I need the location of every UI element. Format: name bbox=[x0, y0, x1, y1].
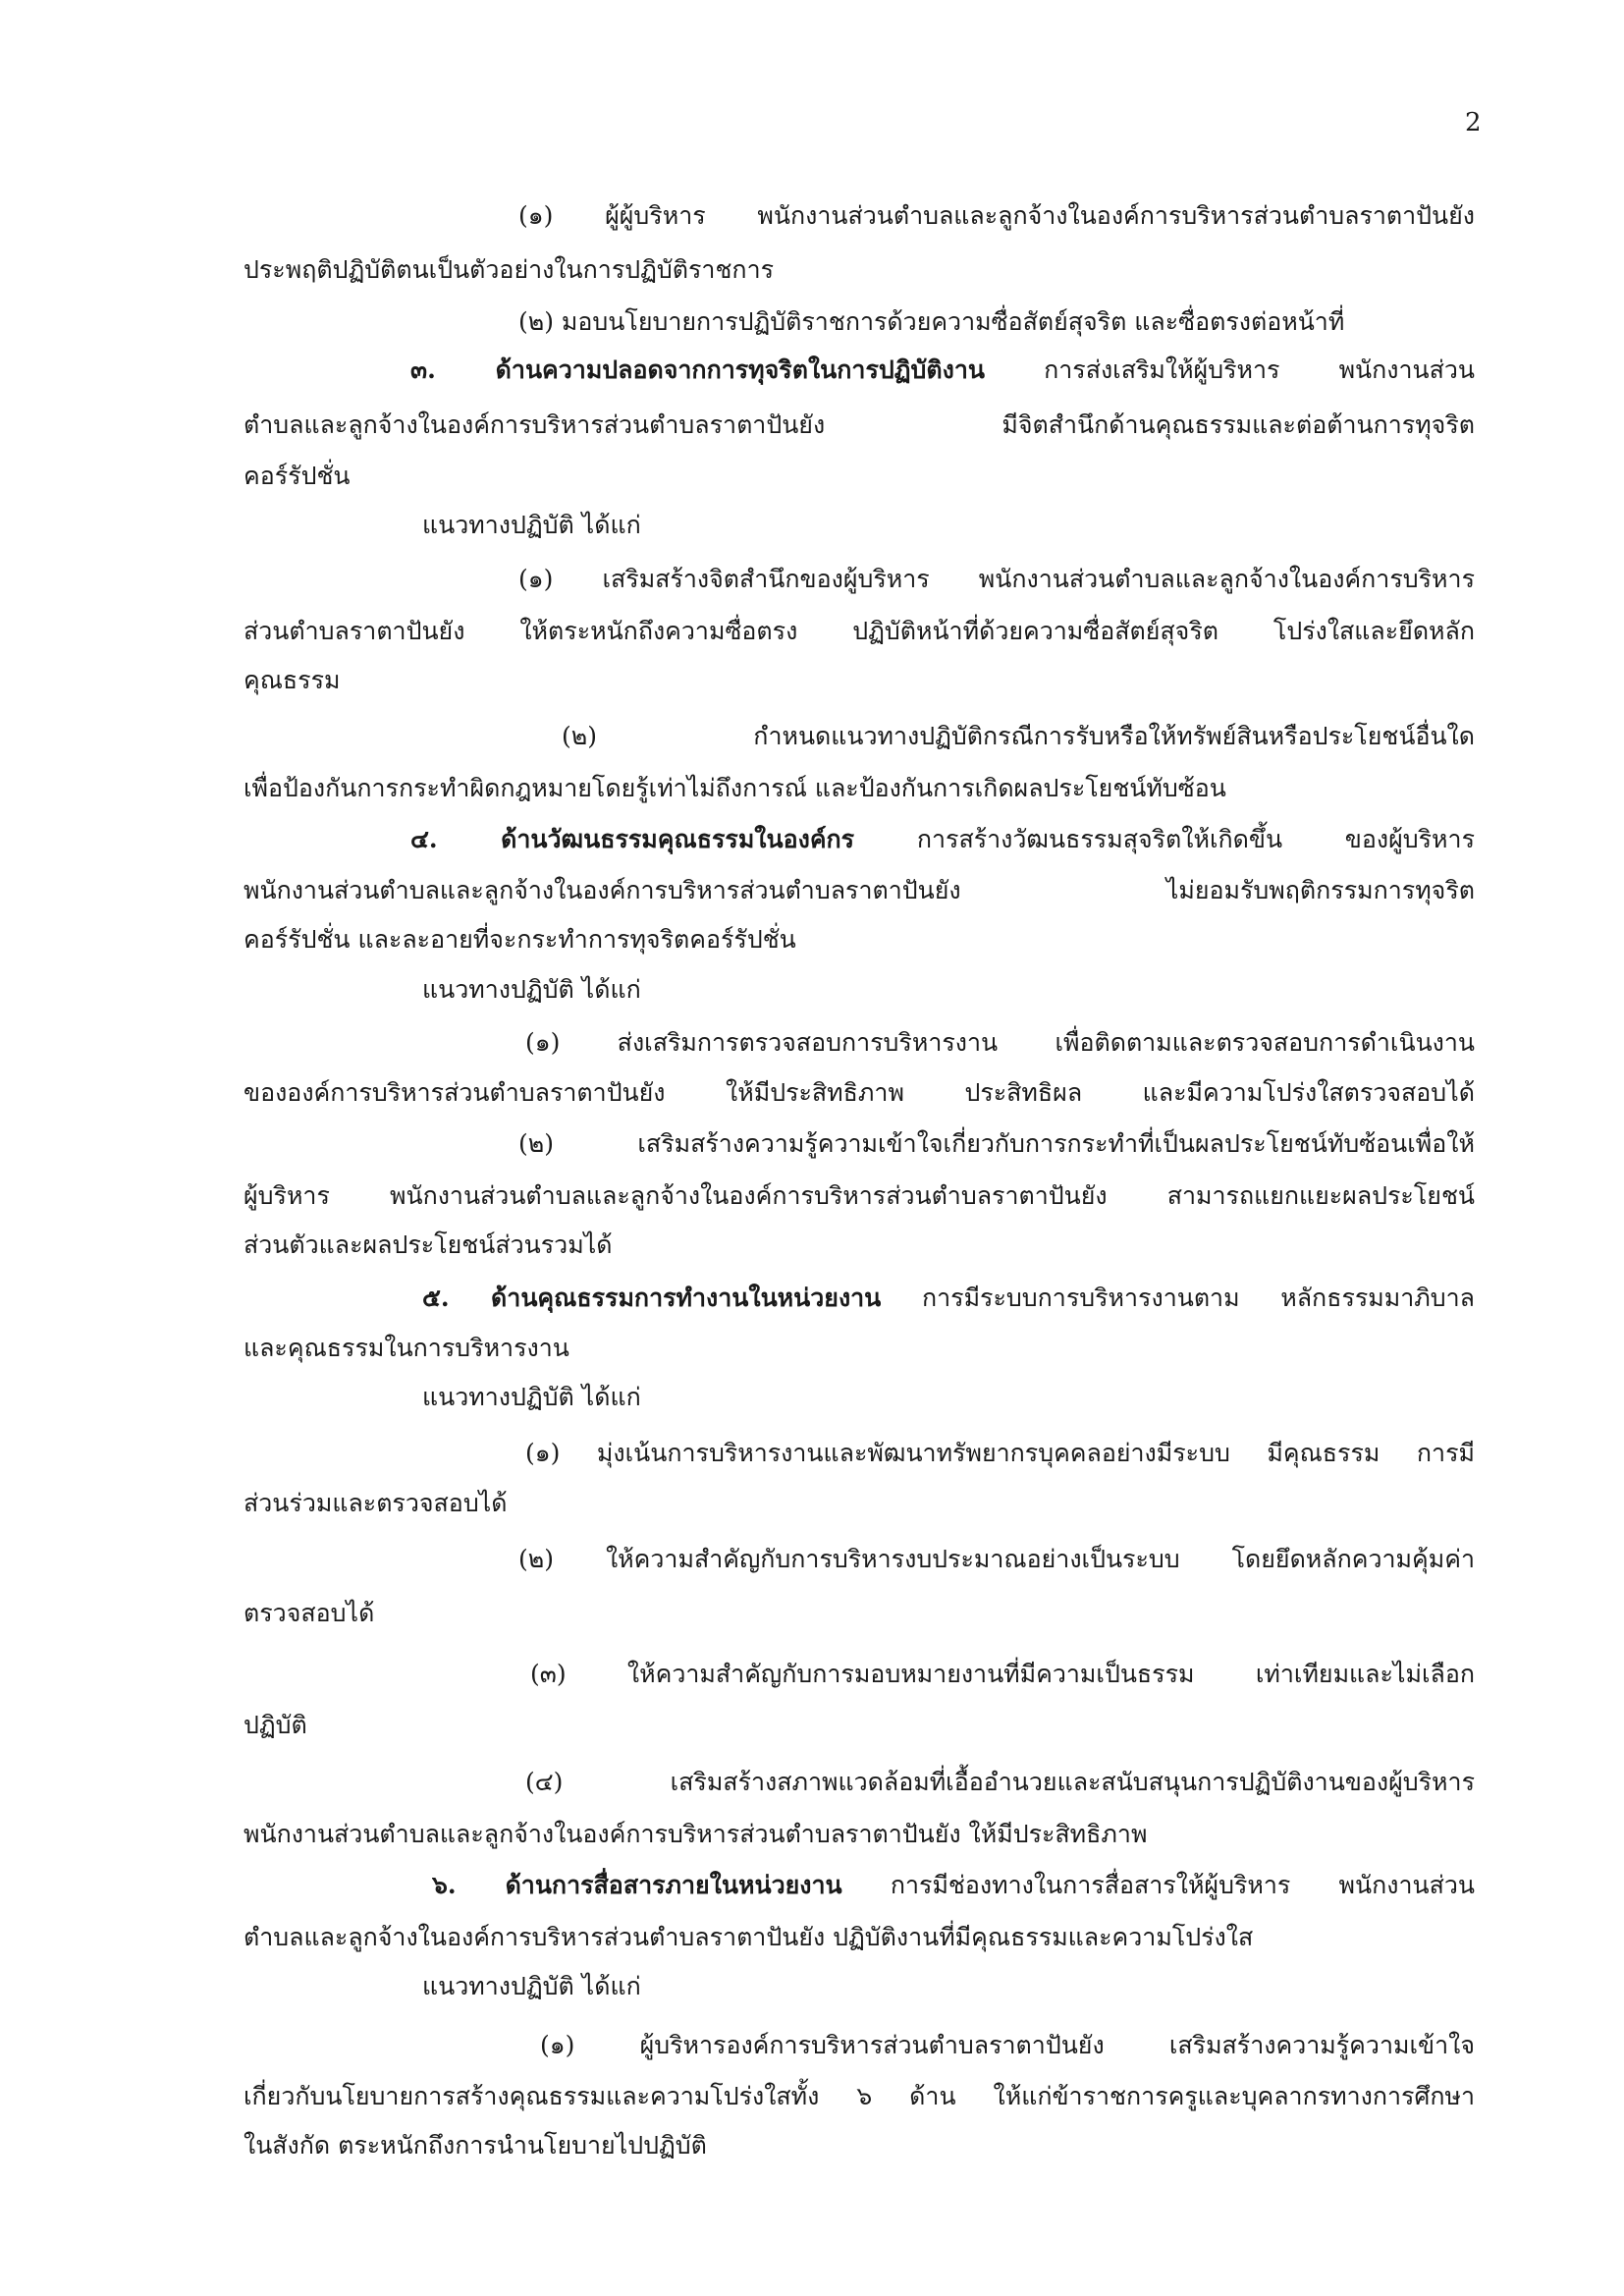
paragraph-line bbox=[244, 1068, 1475, 1118]
text-line bbox=[0, 2072, 1624, 2121]
paragraph-line bbox=[422, 1274, 1475, 1323]
line-text: การมีระบบการบริหารงานตาม หลักธรรมมาภิบาล bbox=[921, 1284, 1475, 1312]
paragraph-line bbox=[244, 1172, 1475, 1221]
line-text: พนักงานส่วนตำบลและลูกจ้างในองค์การบริหารส่วนตำบลราตาปันยัง ให้มีประสิทธิภาพ bbox=[244, 1820, 1148, 1848]
section-heading: ๕. ด้านคุณธรรมการทำงานในหน่วยงาน bbox=[422, 1284, 882, 1312]
line-text: ขององค์การบริหารส่วนตำบลราตาปันยัง ให้มีประสิทธิภาพ ประสิทธิผล และมีความโปร่งใสตรวจสอบได้ bbox=[244, 1078, 1475, 1107]
paragraph-line bbox=[518, 1535, 1475, 1584]
line-text: แนวทางปฏิบัติ ได้แก่ bbox=[422, 1383, 641, 1411]
line-text: ส่วนตัวและผลประโยชน์ส่วนรวมได้ bbox=[244, 1230, 613, 1259]
text-line bbox=[0, 246, 1624, 295]
text-line bbox=[0, 1274, 1624, 1323]
line-text: คุณธรรม bbox=[244, 666, 341, 694]
paragraph-line bbox=[244, 607, 1475, 656]
paragraph-line bbox=[244, 915, 796, 964]
paragraph-line bbox=[518, 298, 1344, 347]
paragraph-line bbox=[244, 401, 1475, 450]
text-line bbox=[0, 1068, 1624, 1118]
section-heading: ๔. ด้านวัฒนธรรมคุณธรรมในองค์กร bbox=[410, 825, 855, 853]
line-text: ประพฤติปฏิบัติตนเป็นตัวอย่างในการปฏิบัติราชการ bbox=[244, 255, 775, 284]
paragraph-line bbox=[562, 712, 1475, 761]
line-text: (๒) กำหนดแนวทางปฏิบัติกรณีการรับหรือให้ทรัพย์สินหรือประโยชน์อื่นใด bbox=[562, 722, 1475, 750]
text-line bbox=[0, 1120, 1624, 1169]
text-line bbox=[0, 1479, 1624, 1528]
paragraph-line bbox=[244, 246, 774, 295]
text-line bbox=[0, 346, 1624, 395]
line-text: ส่วนร่วมและตรวจสอบได้ bbox=[244, 1489, 508, 1517]
text-line bbox=[0, 1429, 1624, 1478]
text-line bbox=[0, 2021, 1624, 2070]
paragraph-line bbox=[432, 1861, 1475, 1910]
text-line bbox=[0, 1373, 1624, 1422]
text-line bbox=[0, 1172, 1624, 1221]
line-text: คอร์รัปชั่น และละอายที่จะกระทำการทุจริตคอร์รัปชั่น bbox=[244, 925, 796, 954]
text-line bbox=[0, 452, 1624, 501]
paragraph-line bbox=[525, 1429, 1475, 1478]
line-text: (๔) เสริมสร้างสภาพแวดล้อมที่เอื้ออำนวยและสนับสนุนการปฏิบัติงานของผู้บริหาร bbox=[525, 1768, 1475, 1796]
line-text: ปฏิบัติ bbox=[244, 1711, 307, 1739]
text-line bbox=[0, 1913, 1624, 1962]
line-text: (๑) ผู้บริหารองค์การบริหารส่วนตำบลราตาปันยัง เสริมสร้างความรู้ความเข้าใจ bbox=[540, 2031, 1475, 2059]
line-text: (๑) เสริมสร้างจิตสำนึกของผู้บริหาร พนักงานส่วนตำบลและลูกจ้างในองค์การบริหาร bbox=[518, 565, 1475, 593]
paragraph-line bbox=[422, 501, 641, 550]
text-line bbox=[0, 501, 1624, 550]
text-line bbox=[0, 656, 1624, 705]
text-line bbox=[0, 191, 1624, 241]
paragraph-line bbox=[518, 191, 1475, 241]
text-line bbox=[0, 401, 1624, 450]
text-line bbox=[0, 607, 1624, 656]
paragraph-line bbox=[244, 1221, 613, 1270]
line-text: ในสังกัด ตระหนักถึงการนำนโยบายไปปฏิบัติ bbox=[244, 2131, 707, 2159]
line-text: ส่วนตำบลราตาปันยัง ให้ตระหนักถึงความซื่อตรง ปฏิบัติหน้าที่ด้วยความซื่อสัตย์สุจริต โปร่งใสและยึดหลัก bbox=[244, 617, 1475, 645]
line-text: ผู้บริหาร พนักงานส่วนตำบลและลูกจ้างในองค์การบริหารส่วนตำบลราตาปันยัง สามารถแยกแยะผลประโยชน์ bbox=[244, 1181, 1475, 1210]
line-text: การมีช่องทางในการสื่อสารให้ผู้บริหาร พนักงานส่วน bbox=[890, 1871, 1475, 1899]
paragraph-line bbox=[410, 815, 1475, 864]
paragraph-line bbox=[244, 1589, 374, 1638]
text-line bbox=[0, 815, 1624, 864]
line-text: (๑) มุ่งเน้นการบริหารงานและพัฒนาทรัพยากรบุคคลอย่างมีระบบ มีคุณธรรม การมี bbox=[525, 1439, 1475, 1467]
paragraph-line bbox=[244, 1810, 1147, 1859]
paragraph-line bbox=[422, 1373, 641, 1422]
line-text: เพื่อป้องกันการกระทำผิดกฎหมายโดยรู้เท่าไม่ถึงการณ์ และป้องกันการเกิดผลประโยชน์ทับซ้อน bbox=[244, 774, 1226, 802]
paragraph-line bbox=[244, 1324, 569, 1373]
text-line bbox=[0, 965, 1624, 1014]
text-line bbox=[0, 1589, 1624, 1638]
paragraph-line bbox=[244, 1913, 1253, 1962]
line-text: ตำบลและลูกจ้างในองค์การบริหารส่วนตำบลราตาปันยัง ปฏิบัติงานที่มีคุณธรรมและความโปร่งใส bbox=[244, 1923, 1254, 1951]
text-line bbox=[0, 1221, 1624, 1270]
line-text: (๑) ผู้ผู้บริหาร พนักงานส่วนตำบลและลูกจ้างในองค์การบริหารส่วนตำบลราตาปันยัง bbox=[518, 201, 1475, 230]
line-text: (๒) เสริมสร้างความรู้ความเข้าใจเกี่ยวกับการกระทำที่เป็นผลประโยชน์ทับซ้อนเพื่อให้ bbox=[518, 1129, 1475, 1158]
text-line bbox=[0, 555, 1624, 604]
line-text: แนวทางปฏิบัติ ได้แก่ bbox=[422, 511, 641, 539]
paragraph-line bbox=[244, 2072, 1475, 2121]
section-heading: ๓. ด้านความปลอดจากการทุจริตในการปฏิบัติงาน bbox=[410, 355, 985, 384]
text-line bbox=[0, 1810, 1624, 1859]
line-text: ตรวจสอบได้ bbox=[244, 1599, 375, 1627]
paragraph-line bbox=[525, 1758, 1475, 1807]
paragraph-line bbox=[244, 764, 1226, 813]
text-line bbox=[0, 915, 1624, 964]
line-text: (๒) ให้ความสำคัญกับการบริหารงบประมาณอย่างเป็นระบบ โดยยึดหลักความคุ้มค่า bbox=[518, 1545, 1475, 1573]
text-line bbox=[0, 1018, 1624, 1067]
paragraph-line bbox=[410, 346, 1475, 395]
line-text: (๑) ส่งเสริมการตรวจสอบการบริหารงาน เพื่อติดตามและตรวจสอบการดำเนินงาน bbox=[525, 1028, 1475, 1057]
line-text: การส่งเสริมให้ผู้บริหาร พนักงานส่วน bbox=[1044, 355, 1475, 384]
text-line bbox=[0, 1962, 1624, 2011]
text-line bbox=[0, 298, 1624, 347]
line-text: (๒) มอบนโยบายการปฏิบัติราชการด้วยความซื่อสัตย์สุจริต และซื่อตรงต่อหน้าที่ bbox=[518, 307, 1345, 336]
line-text: คอร์รัปชั่น bbox=[244, 462, 351, 490]
paragraph-line bbox=[244, 866, 1475, 915]
line-text: พนักงานส่วนตำบลและลูกจ้างในองค์การบริหารส่วนตำบลราตาปันยัง ไม่ยอมรับพฤติกรรมการทุจริต bbox=[244, 876, 1475, 904]
line-text: ตำบลและลูกจ้างในองค์การบริหารส่วนตำบลราตาปันยัง มีจิตสำนึกด้านคุณธรรมและต่อต้านการทุจริต bbox=[244, 410, 1475, 439]
text-line bbox=[0, 1701, 1624, 1750]
text-line bbox=[0, 2121, 1624, 2170]
line-text: (๓) ให้ความสำคัญกับการมอบหมายงานที่มีความเป็นธรรม เท่าเทียมและไม่เลือก bbox=[530, 1660, 1475, 1688]
text-line bbox=[0, 1324, 1624, 1373]
paragraph-line bbox=[244, 656, 341, 705]
paragraph-line bbox=[518, 1120, 1475, 1169]
line-text: แนวทางปฏิบัติ ได้แก่ bbox=[422, 975, 641, 1004]
page-number: 2 bbox=[1465, 108, 1482, 137]
line-text: การสร้างวัฒนธรรมสุจริตให้เกิดขึ้น ของผู้บริหาร bbox=[916, 825, 1475, 853]
text-line bbox=[0, 764, 1624, 813]
text-line bbox=[0, 1861, 1624, 1910]
text-line bbox=[0, 1650, 1624, 1699]
line-text: เกี่ยวกับนโยบายการสร้างคุณธรรมและความโปร่งใสทั้ง ๖ ด้าน ให้แก่ข้าราชการครูและบุคลากรทางการศึกษา bbox=[244, 2082, 1475, 2110]
text-line bbox=[0, 866, 1624, 915]
paragraph-line bbox=[422, 965, 641, 1014]
paragraph-line bbox=[530, 1650, 1475, 1699]
text-line bbox=[0, 712, 1624, 761]
paragraph-line bbox=[244, 2121, 707, 2170]
paragraph-line bbox=[244, 1479, 508, 1528]
section-heading: ๖. ด้านการสื่อสารภายในหน่วยงาน bbox=[432, 1871, 842, 1899]
paragraph-line bbox=[244, 1701, 307, 1750]
text-line bbox=[0, 1535, 1624, 1584]
line-text: และคุณธรรมในการบริหารงาน bbox=[244, 1334, 569, 1362]
paragraph-line bbox=[244, 452, 351, 501]
paragraph-line bbox=[518, 555, 1475, 604]
paragraph-line bbox=[540, 2021, 1475, 2070]
text-line bbox=[0, 1758, 1624, 1807]
paragraph-line bbox=[525, 1018, 1475, 1067]
line-text: แนวทางปฏิบัติ ได้แก่ bbox=[422, 1972, 641, 2000]
paragraph-line bbox=[422, 1962, 641, 2011]
